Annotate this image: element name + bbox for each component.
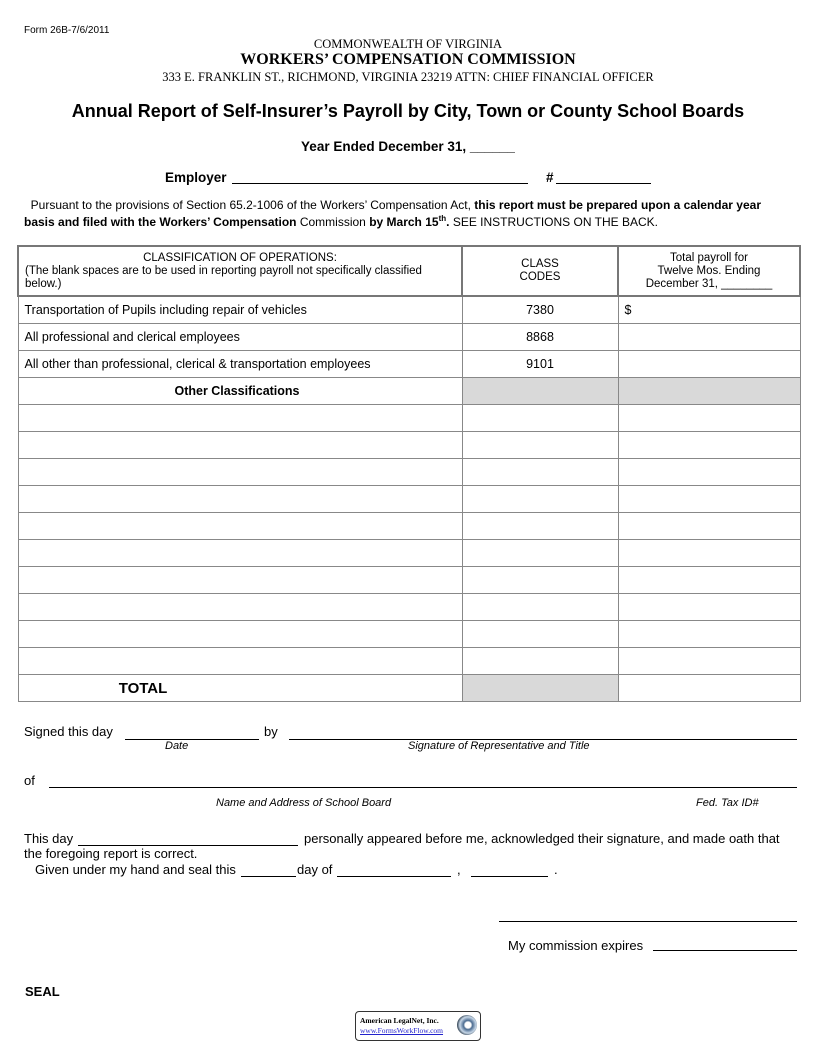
signed-label: Signed this day [24, 724, 113, 739]
classification-input[interactable] [18, 540, 462, 567]
blank-row [18, 621, 800, 648]
payroll-cell[interactable] [618, 324, 800, 351]
payroll-input[interactable] [618, 486, 800, 513]
form-id: Form 26B-7/6/2011 [24, 25, 110, 36]
instr-text: SEE INSTRUCTIONS ON THE BACK. [449, 215, 658, 229]
instr-text: Pursuant to the provisions of Section 65.2-1006 of the Workers’ Compensation Act, [30, 198, 475, 212]
blank-row [18, 459, 800, 486]
payroll-table [17, 245, 801, 702]
of-label: of [24, 773, 35, 788]
gray-cell [618, 378, 800, 405]
classification-input[interactable] [18, 621, 462, 648]
employer-label: Employer [165, 170, 227, 185]
payroll-input[interactable] [618, 432, 800, 459]
blank-row [18, 594, 800, 621]
code-input[interactable] [462, 648, 618, 675]
code-input[interactable] [462, 540, 618, 567]
table-row [18, 324, 800, 351]
code-input[interactable] [462, 621, 618, 648]
payroll-input[interactable] [618, 621, 800, 648]
payroll-cell[interactable] [618, 351, 800, 378]
header-line3: 333 E. FRANKLIN ST., RICHMOND, VIRGINIA 23219 ATTN: CHIEF FINANCIAL OFFICER [162, 70, 654, 84]
class-code-cell: 7380 [462, 296, 618, 324]
appeared-text: personally appeared before me, acknowledged their signature, and made oath that [304, 831, 780, 846]
payroll-h2: Twelve Mos. Ending [657, 264, 761, 277]
name-caption: Name and Address of School Board [216, 797, 392, 809]
blank-row [18, 540, 800, 567]
classification-input[interactable] [18, 567, 462, 594]
total-label: TOTAL [18, 675, 462, 702]
seal-label: SEAL [25, 984, 60, 999]
employer-field[interactable] [232, 183, 528, 184]
this-day-label: This day [24, 831, 74, 846]
tax-caption: Fed. Tax ID# [696, 797, 759, 809]
classification-cell: All other than professional, clerical & transportation employees [18, 351, 462, 378]
instr-bold: by March 15 [369, 215, 439, 229]
commission-field[interactable] [653, 950, 797, 951]
code-input[interactable] [462, 432, 618, 459]
code-input[interactable] [462, 459, 618, 486]
classification-cell: Transportation of Pupils including repair of vehicles [18, 296, 462, 324]
day-of-text: day of [297, 862, 333, 877]
classification-cell: All professional and clerical employees [18, 324, 462, 351]
payroll-input[interactable] [618, 540, 800, 567]
commission-label: My commission expires [508, 938, 644, 953]
number-field[interactable] [556, 183, 651, 184]
class-code-cell: 8868 [462, 324, 618, 351]
number-label: # [546, 170, 554, 185]
blank-row [18, 405, 800, 432]
classification-input[interactable] [18, 405, 462, 432]
date-caption: Date [165, 740, 189, 752]
payroll-h1: Total payroll for [670, 251, 748, 264]
instr-bold: this report must be prepared upon a calendar year basis and filed with the Workers’ Compensation [24, 198, 761, 229]
total-row [18, 675, 800, 702]
logo-line2: www.FormsWorkFlow.com [360, 1026, 444, 1035]
classification-input[interactable] [18, 648, 462, 675]
payroll-input[interactable] [618, 594, 800, 621]
table-header [18, 246, 800, 296]
classification-input[interactable] [18, 432, 462, 459]
page-title: Annual Report of Self-Insurer’s Payroll by City, Town or County School Boards [71, 101, 745, 121]
codes-h2: CODES [519, 271, 561, 283]
payroll-header [618, 246, 800, 296]
blank-row [18, 513, 800, 540]
by-label: by [264, 724, 278, 739]
payroll-cell[interactable]: $ [618, 296, 800, 324]
logo-line1: American LegalNet, Inc. [360, 1016, 439, 1025]
instr-text: Commission [299, 215, 370, 229]
payroll-h3: December 31, ________ [645, 277, 773, 290]
given-day-field[interactable] [241, 876, 296, 877]
code-input[interactable] [462, 513, 618, 540]
payroll-input[interactable] [618, 648, 800, 675]
signature-caption: Signature of Representative and Title [408, 740, 590, 752]
classification-input[interactable] [18, 594, 462, 621]
period: . [554, 862, 558, 877]
payroll-input[interactable] [618, 513, 800, 540]
total-payroll-cell[interactable] [618, 675, 800, 702]
table-row [18, 351, 800, 378]
year-field[interactable] [471, 876, 548, 877]
gray-cell [462, 378, 618, 405]
classification-input[interactable] [18, 513, 462, 540]
classification-title: CLASSIFICATION OF OPERATIONS: [143, 251, 337, 264]
blank-row [18, 567, 800, 594]
classification-input[interactable] [18, 486, 462, 513]
gray-cell [462, 675, 618, 702]
classification-header [18, 246, 462, 296]
class-code-cell: 9101 [462, 351, 618, 378]
comma: , [457, 862, 461, 877]
codes-header [462, 246, 618, 296]
blank-row [18, 486, 800, 513]
blank-row [18, 648, 800, 675]
school-board-field[interactable] [49, 787, 797, 788]
month-field[interactable] [337, 876, 451, 877]
date-field[interactable] [125, 739, 259, 740]
code-input[interactable] [462, 486, 618, 513]
classification-input[interactable] [18, 459, 462, 486]
payroll-input[interactable] [618, 567, 800, 594]
oath-line2: the foregoing report is correct. [24, 846, 198, 861]
instr-bold: . [446, 215, 450, 229]
american-legalnet-logo [355, 1011, 481, 1041]
payroll-input[interactable] [618, 405, 800, 432]
notary-signature-field[interactable] [499, 921, 797, 922]
header-line1: COMMONWEALTH OF VIRGINIA [313, 37, 503, 51]
globe-icon [457, 1015, 477, 1035]
table-row [18, 296, 800, 324]
payroll-input[interactable] [618, 459, 800, 486]
header-line2: WORKERS’ COMPENSATION COMMISSION [240, 51, 576, 68]
code-input[interactable] [462, 594, 618, 621]
blank-row [18, 432, 800, 459]
instructions [24, 198, 784, 229]
given-text: Given under my hand and seal this [35, 862, 236, 877]
other-classifications-row [18, 378, 800, 405]
codes-h1: CLASS [521, 258, 559, 270]
classification-note: (The blank spaces are to be used in reporting payroll not specifically classified below.) [25, 264, 422, 290]
other-label: Other Classifications [18, 378, 462, 405]
instr-sup: th [438, 214, 447, 223]
code-input[interactable] [462, 405, 618, 432]
year-ended: Year Ended December 31, ______ [301, 139, 515, 154]
code-input[interactable] [462, 567, 618, 594]
